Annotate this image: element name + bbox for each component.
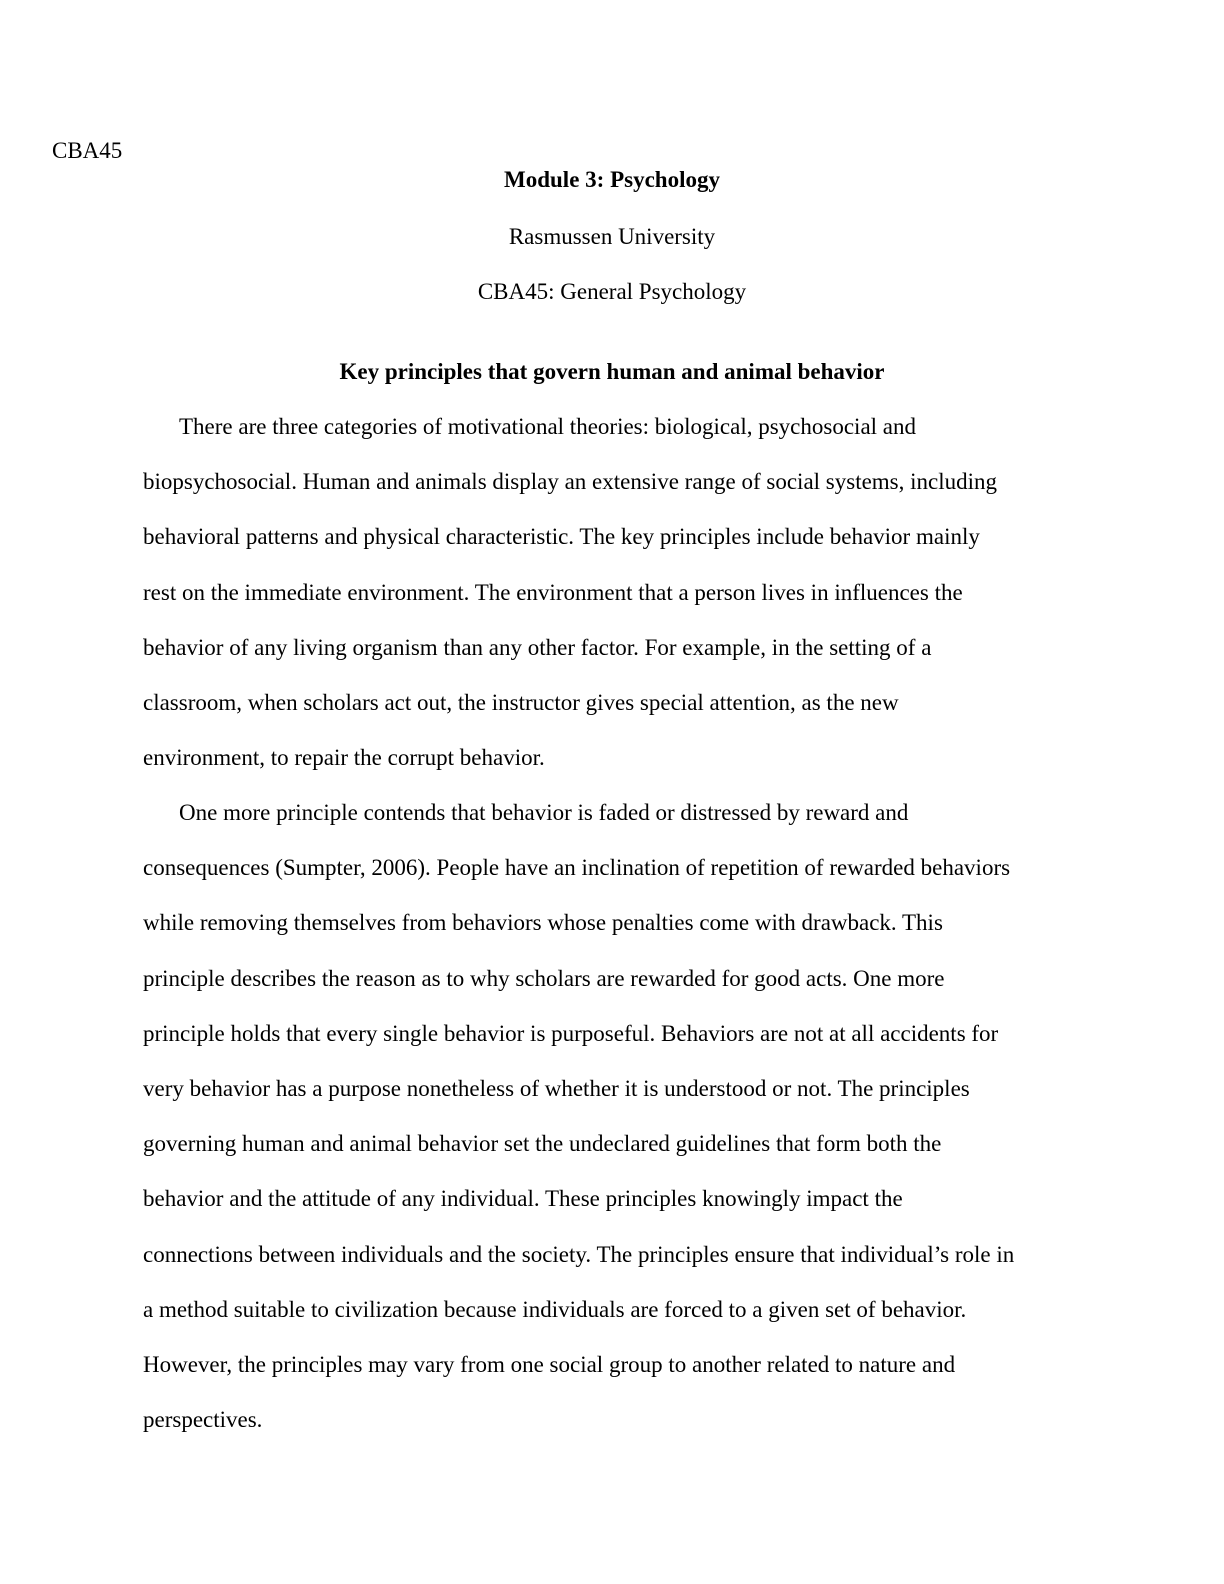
paragraph-2 <box>143 785 1063 1447</box>
paragraph-line: There are three categories of motivational theories: biological, psychosocial and <box>179 414 916 439</box>
paragraph-line: behavior and the attitude of any individual. These principles knowingly impact the <box>143 1186 903 1212</box>
paragraph-line: consequences (Sumpter, 2006). People have an inclination of repetition of rewarded behaviors <box>143 855 1011 881</box>
paragraph-line: while removing themselves from behaviors whose penalties come with drawback. This <box>143 910 943 936</box>
paragraph-line: behavior of any living organism than any other factor. For example, in the setting of a <box>143 634 932 660</box>
paragraph-line: rest on the immediate environment. The environment that a person lives in influences the <box>143 579 963 605</box>
paragraph-line: perspectives. <box>143 1407 263 1433</box>
paragraph-line: governing human and animal behavior set the undeclared guidelines that form both the <box>143 1131 942 1157</box>
paragraph-line: behavioral patterns and physical characteristic. The key principles include behavior mainly <box>143 524 980 550</box>
paragraph-line: connections between individuals and the society. The principles ensure that individual’s role in <box>143 1241 1015 1267</box>
running-head: CBA45 <box>52 138 123 163</box>
paragraph-line: very behavior has a purpose nonetheless of whether it is understood or not. The principles <box>143 1075 970 1101</box>
paragraph-line: principle holds that every single behavior is purposeful. Behaviors are not at all accidents for <box>143 1020 999 1046</box>
paragraph-line: a method suitable to civilization because individuals are forced to a given set of behavior. <box>143 1296 967 1322</box>
paragraph-1 <box>143 399 1063 785</box>
university-name: Rasmussen University <box>508 224 716 249</box>
section-heading: Key principles that govern human and animal behavior <box>339 359 885 384</box>
paragraph-line: environment, to repair the corrupt behavior. <box>143 745 545 771</box>
document-title: Module 3: Psychology <box>504 167 720 192</box>
paragraph-line: classroom, when scholars act out, the instructor gives special attention, as the new <box>143 689 899 715</box>
paragraph-line: biopsychosocial. Human and animals display an extensive range of social systems, including <box>143 469 998 495</box>
paragraph-line: However, the principles may vary from one social group to another related to nature and <box>143 1351 956 1377</box>
paragraph-line: principle describes the reason as to why scholars are rewarded for good acts. One more <box>143 965 945 991</box>
paragraph-line: One more principle contends that behavior is faded or distressed by reward and <box>179 800 909 825</box>
course-name: CBA45: General Psychology <box>477 279 747 304</box>
